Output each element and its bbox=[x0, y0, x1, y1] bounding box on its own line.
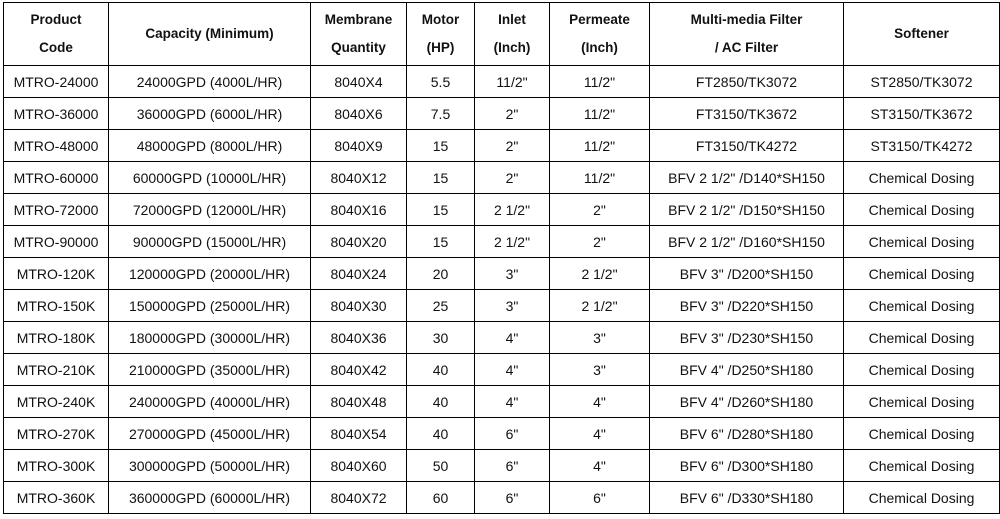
cell-inlet: 6" bbox=[475, 418, 550, 450]
table-row bbox=[4, 322, 1000, 354]
cell-permeate: 11/2" bbox=[550, 162, 650, 194]
cell-motor: 25 bbox=[407, 290, 475, 322]
cell-product-code: MTRO-36000 bbox=[4, 98, 109, 130]
cell-product-code: MTRO-180K bbox=[4, 322, 109, 354]
cell-filter: BFV 4" /D260*SH180 bbox=[650, 386, 844, 418]
table-row bbox=[4, 130, 1000, 162]
cell-product-code: MTRO-120K bbox=[4, 258, 109, 290]
header-capacity: Capacity (Minimum) bbox=[109, 3, 311, 66]
cell-motor: 60 bbox=[407, 482, 475, 514]
cell-permeate: 4" bbox=[550, 418, 650, 450]
cell-softener: Chemical Dosing bbox=[844, 482, 1000, 514]
cell-softener: Chemical Dosing bbox=[844, 194, 1000, 226]
table-row bbox=[4, 194, 1000, 226]
table-row bbox=[4, 290, 1000, 322]
table-body bbox=[4, 66, 1000, 514]
cell-filter: FT3150/TK3672 bbox=[650, 98, 844, 130]
cell-membrane-quantity: 8040X9 bbox=[311, 130, 407, 162]
cell-motor: 15 bbox=[407, 130, 475, 162]
cell-membrane-quantity: 8040X24 bbox=[311, 258, 407, 290]
cell-softener: Chemical Dosing bbox=[844, 258, 1000, 290]
cell-softener: Chemical Dosing bbox=[844, 450, 1000, 482]
cell-permeate: 3" bbox=[550, 354, 650, 386]
cell-filter: FT2850/TK3072 bbox=[650, 66, 844, 98]
cell-softener: Chemical Dosing bbox=[844, 418, 1000, 450]
cell-membrane-quantity: 8040X16 bbox=[311, 194, 407, 226]
cell-membrane-quantity: 8040X72 bbox=[311, 482, 407, 514]
cell-permeate: 2 1/2" bbox=[550, 258, 650, 290]
cell-capacity: 60000GPD (10000L/HR) bbox=[109, 162, 311, 194]
ro-spec-table bbox=[3, 2, 1000, 514]
cell-motor: 5.5 bbox=[407, 66, 475, 98]
header-inlet: Inlet (Inch) bbox=[475, 3, 550, 66]
cell-product-code: MTRO-24000 bbox=[4, 66, 109, 98]
cell-product-code: MTRO-270K bbox=[4, 418, 109, 450]
cell-product-code: MTRO-150K bbox=[4, 290, 109, 322]
table-row bbox=[4, 450, 1000, 482]
header-filter: Multi-media Filter / AC Filter bbox=[650, 3, 844, 66]
cell-filter: BFV 3" /D200*SH150 bbox=[650, 258, 844, 290]
cell-capacity: 180000GPD (30000L/HR) bbox=[109, 322, 311, 354]
cell-permeate: 2" bbox=[550, 226, 650, 258]
cell-filter: BFV 6" /D300*SH180 bbox=[650, 450, 844, 482]
cell-inlet: 2 1/2" bbox=[475, 226, 550, 258]
header-softener: Softener bbox=[844, 3, 1000, 66]
cell-membrane-quantity: 8040X4 bbox=[311, 66, 407, 98]
cell-motor: 40 bbox=[407, 354, 475, 386]
cell-capacity: 150000GPD (25000L/HR) bbox=[109, 290, 311, 322]
cell-softener: Chemical Dosing bbox=[844, 290, 1000, 322]
cell-product-code: MTRO-90000 bbox=[4, 226, 109, 258]
cell-softener: ST3150/TK3672 bbox=[844, 98, 1000, 130]
cell-membrane-quantity: 8040X20 bbox=[311, 226, 407, 258]
cell-product-code: MTRO-210K bbox=[4, 354, 109, 386]
table-row bbox=[4, 354, 1000, 386]
cell-capacity: 36000GPD (6000L/HR) bbox=[109, 98, 311, 130]
cell-inlet: 4" bbox=[475, 354, 550, 386]
cell-inlet: 4" bbox=[475, 386, 550, 418]
cell-filter: BFV 2 1/2" /D140*SH150 bbox=[650, 162, 844, 194]
cell-capacity: 24000GPD (4000L/HR) bbox=[109, 66, 311, 98]
cell-product-code: MTRO-300K bbox=[4, 450, 109, 482]
cell-capacity: 120000GPD (20000L/HR) bbox=[109, 258, 311, 290]
cell-inlet: 3" bbox=[475, 290, 550, 322]
cell-capacity: 240000GPD (40000L/HR) bbox=[109, 386, 311, 418]
cell-permeate: 11/2" bbox=[550, 66, 650, 98]
cell-inlet: 11/2" bbox=[475, 66, 550, 98]
table-row bbox=[4, 418, 1000, 450]
header-product-code: Product Code bbox=[4, 3, 109, 66]
cell-motor: 20 bbox=[407, 258, 475, 290]
cell-permeate: 2" bbox=[550, 194, 650, 226]
cell-motor: 7.5 bbox=[407, 98, 475, 130]
cell-membrane-quantity: 8040X30 bbox=[311, 290, 407, 322]
cell-membrane-quantity: 8040X60 bbox=[311, 450, 407, 482]
cell-filter: BFV 6" /D280*SH180 bbox=[650, 418, 844, 450]
cell-membrane-quantity: 8040X54 bbox=[311, 418, 407, 450]
header-membrane-quantity: Membrane Quantity bbox=[311, 3, 407, 66]
cell-filter: BFV 2 1/2" /D150*SH150 bbox=[650, 194, 844, 226]
cell-softener: Chemical Dosing bbox=[844, 322, 1000, 354]
table-row bbox=[4, 482, 1000, 514]
cell-motor: 30 bbox=[407, 322, 475, 354]
cell-motor: 50 bbox=[407, 450, 475, 482]
cell-capacity: 210000GPD (35000L/HR) bbox=[109, 354, 311, 386]
cell-softener: ST2850/TK3072 bbox=[844, 66, 1000, 98]
cell-motor: 40 bbox=[407, 418, 475, 450]
cell-filter: BFV 3" /D220*SH150 bbox=[650, 290, 844, 322]
cell-softener: Chemical Dosing bbox=[844, 354, 1000, 386]
cell-permeate: 4" bbox=[550, 450, 650, 482]
table-row bbox=[4, 162, 1000, 194]
cell-inlet: 2" bbox=[475, 130, 550, 162]
cell-inlet: 6" bbox=[475, 450, 550, 482]
cell-motor: 15 bbox=[407, 226, 475, 258]
cell-motor: 40 bbox=[407, 386, 475, 418]
cell-motor: 15 bbox=[407, 162, 475, 194]
cell-capacity: 72000GPD (12000L/HR) bbox=[109, 194, 311, 226]
cell-membrane-quantity: 8040X48 bbox=[311, 386, 407, 418]
table-row bbox=[4, 386, 1000, 418]
cell-inlet: 2" bbox=[475, 162, 550, 194]
cell-filter: BFV 3" /D230*SH150 bbox=[650, 322, 844, 354]
cell-capacity: 270000GPD (45000L/HR) bbox=[109, 418, 311, 450]
cell-softener: ST3150/TK4272 bbox=[844, 130, 1000, 162]
cell-permeate: 2 1/2" bbox=[550, 290, 650, 322]
cell-motor: 15 bbox=[407, 194, 475, 226]
cell-inlet: 2" bbox=[475, 98, 550, 130]
cell-product-code: MTRO-60000 bbox=[4, 162, 109, 194]
cell-product-code: MTRO-72000 bbox=[4, 194, 109, 226]
header-motor: Motor (HP) bbox=[407, 3, 475, 66]
table-row bbox=[4, 98, 1000, 130]
spec-table-container bbox=[3, 2, 1000, 514]
cell-permeate: 3" bbox=[550, 322, 650, 354]
table-row bbox=[4, 66, 1000, 98]
cell-membrane-quantity: 8040X42 bbox=[311, 354, 407, 386]
cell-softener: Chemical Dosing bbox=[844, 162, 1000, 194]
cell-product-code: MTRO-240K bbox=[4, 386, 109, 418]
cell-permeate: 11/2" bbox=[550, 130, 650, 162]
cell-inlet: 6" bbox=[475, 482, 550, 514]
cell-inlet: 2 1/2" bbox=[475, 194, 550, 226]
cell-membrane-quantity: 8040X12 bbox=[311, 162, 407, 194]
cell-permeate: 4" bbox=[550, 386, 650, 418]
cell-filter: BFV 4" /D250*SH180 bbox=[650, 354, 844, 386]
cell-capacity: 360000GPD (60000L/HR) bbox=[109, 482, 311, 514]
cell-permeate: 6" bbox=[550, 482, 650, 514]
table-row bbox=[4, 258, 1000, 290]
cell-filter: BFV 6" /D330*SH180 bbox=[650, 482, 844, 514]
cell-inlet: 4" bbox=[475, 322, 550, 354]
cell-product-code: MTRO-360K bbox=[4, 482, 109, 514]
cell-product-code: MTRO-48000 bbox=[4, 130, 109, 162]
cell-permeate: 11/2" bbox=[550, 98, 650, 130]
cell-membrane-quantity: 8040X36 bbox=[311, 322, 407, 354]
cell-filter: BFV 2 1/2" /D160*SH150 bbox=[650, 226, 844, 258]
cell-capacity: 300000GPD (50000L/HR) bbox=[109, 450, 311, 482]
cell-capacity: 90000GPD (15000L/HR) bbox=[109, 226, 311, 258]
header-permeate: Permeate (Inch) bbox=[550, 3, 650, 66]
cell-capacity: 48000GPD (8000L/HR) bbox=[109, 130, 311, 162]
cell-filter: FT3150/TK4272 bbox=[650, 130, 844, 162]
header-row bbox=[4, 3, 1000, 66]
cell-membrane-quantity: 8040X6 bbox=[311, 98, 407, 130]
cell-inlet: 3" bbox=[475, 258, 550, 290]
cell-softener: Chemical Dosing bbox=[844, 386, 1000, 418]
cell-softener: Chemical Dosing bbox=[844, 226, 1000, 258]
table-row bbox=[4, 226, 1000, 258]
